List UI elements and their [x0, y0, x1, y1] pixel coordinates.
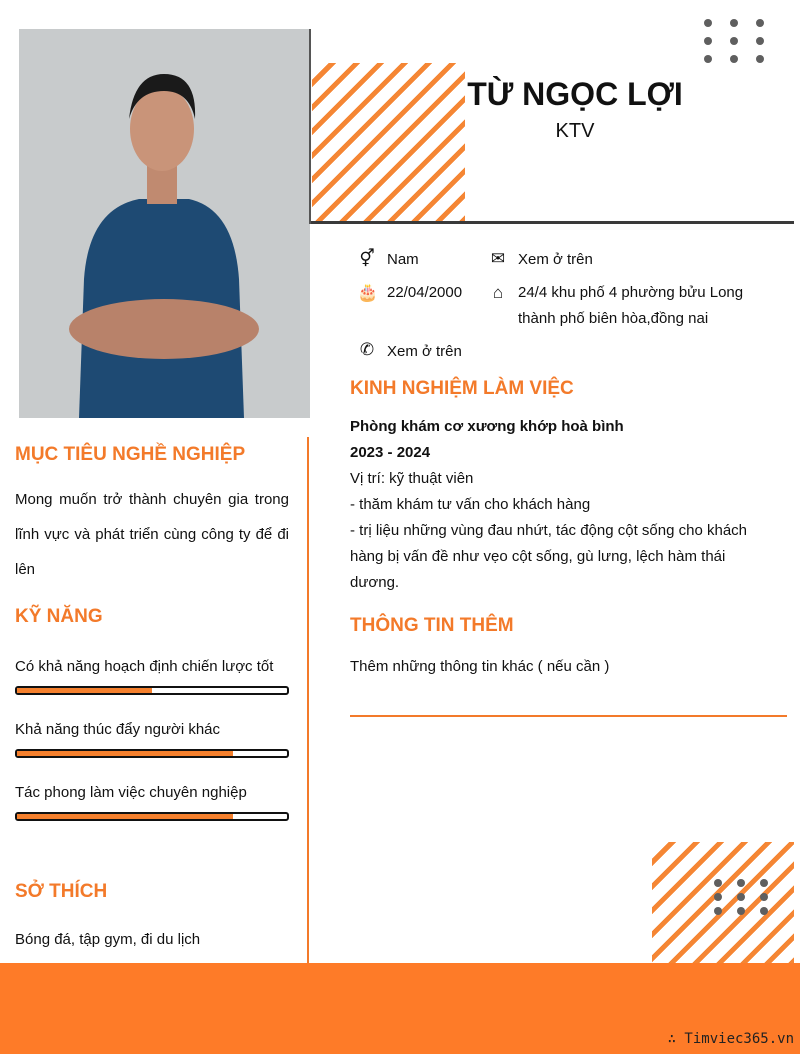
experience-heading: KINH NGHIỆM LÀM VIỆC — [350, 378, 574, 399]
gender-icon: ⚥ — [359, 249, 375, 268]
skill-bar — [15, 686, 289, 695]
skill-label: Có khả năng hoạch định chiến lược tốt — [15, 658, 274, 675]
birthday-value: 22/04/2000 — [387, 284, 463, 301]
extra-text: Thêm những thông tin khác ( nếu cần ) — [350, 658, 610, 675]
skill-bar-fill — [17, 814, 233, 819]
home-icon: ⌂ — [492, 283, 504, 302]
whatsapp-icon: ✆ — [359, 340, 375, 359]
hobbies-heading: SỞ THÍCH — [15, 881, 108, 902]
email-value: Xem ở trên — [518, 251, 593, 268]
address-value: 24/4 khu phố 4 phường bửu Long thành phố biên hòa,đồng nai — [518, 284, 744, 327]
job-title: KTV — [555, 120, 595, 142]
hobbies-text: Bóng đá, tập gym, đi du lịch — [15, 931, 201, 948]
stripe-decoration — [312, 63, 465, 222]
person-silhouette-icon — [19, 29, 310, 418]
experience-line: - thăm khám tư vấn cho khách hàng — [350, 496, 591, 513]
extra-heading: THÔNG TIN THÊM — [350, 615, 514, 636]
envelope-icon: ✉ — [490, 249, 506, 268]
skills-heading: KỸ NĂNG — [15, 606, 103, 627]
column-divider — [307, 437, 309, 964]
skill-bar-fill — [17, 751, 233, 756]
skill-bar — [15, 812, 289, 821]
company-name: Phòng khám cơ xương khớp hoà bình — [350, 418, 624, 435]
skill-bar-fill — [17, 688, 152, 693]
dots-decoration — [714, 879, 766, 915]
objective-heading: MỤC TIÊU NGHỀ NGHIỆP — [15, 444, 246, 465]
work-period: 2023 - 2024 — [350, 444, 431, 461]
footer-brand: ∴ Timviec365.vn — [667, 1031, 794, 1047]
gender-value: Nam — [387, 251, 419, 268]
divider — [350, 715, 787, 717]
divider — [309, 29, 311, 224]
skill-label: Khả năng thúc đẩy người khác — [15, 721, 221, 738]
phone-value: Xem ở trên — [387, 343, 462, 360]
candidate-name: TỪ NGỌC LỢI — [467, 76, 683, 112]
skill-label: Tác phong làm việc chuyên nghiệp — [15, 784, 247, 801]
skill-bar — [15, 749, 289, 758]
dots-decoration — [704, 19, 762, 63]
experience-line: Vị trí: kỹ thuật viên — [350, 470, 474, 487]
profile-photo — [19, 29, 310, 418]
header-divider — [311, 221, 794, 224]
objective-text: Mong muốn trở thành chuyên gia trong lĩnh vực và phát triển cùng công ty để đi lên — [15, 491, 289, 578]
birthday-cake-icon: 🎂 — [357, 283, 379, 302]
experience-line: - trị liệu những vùng đau nhứt, tác động cột sống cho khách hàng bị vấn đề như vẹo cột sống, gù lưng, lệch hàm thái dương. — [350, 522, 748, 591]
